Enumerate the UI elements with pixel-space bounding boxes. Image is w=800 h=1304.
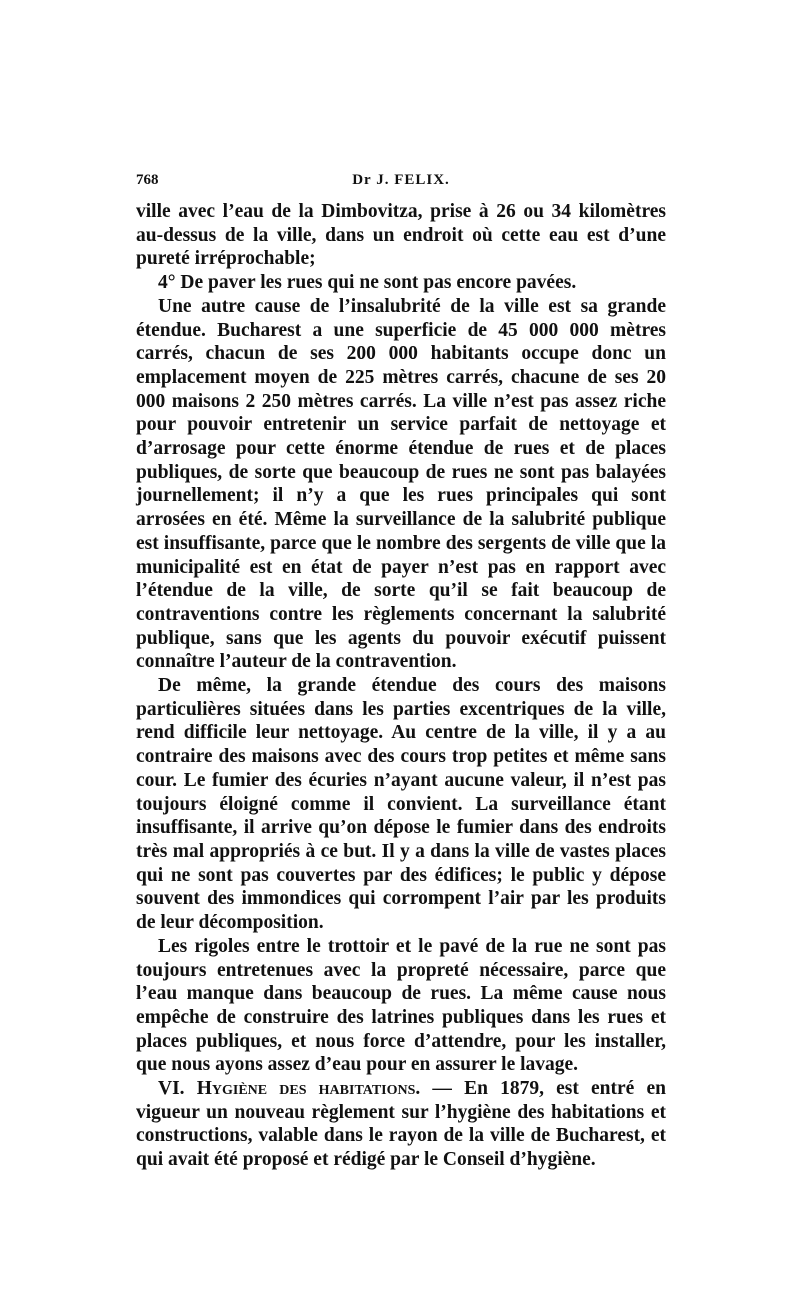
page-header [136,172,666,200]
paragraph-gutters: Les rigoles entre le trottoir et le pavé de la rue ne sont pas toujours entretenues avec la propreté nécessaire, parce que l’eau manque dans beaucoup de rues. La même cause nous empêche de construire des latrines publiques dans les rues et places publiques, et nous force d’attendre, pour les installer, que nous ayons assez d’eau pour en assurer le lavage. [136,935,666,1076]
paragraph-housing-hygiene [136,1077,666,1172]
paragraph-water-supply: ville avec l’eau de la Dimbovitza, prise à 26 ou 34 kilomètres au-dessus de la ville, dans un endroit où cette eau est d’une pureté irréprochable; [136,201,666,270]
paragraph-courtyards: De même, la grande étendue des cours des maisons particulières situées dans les parties excentriques de la ville, rend difficile leur nettoyage. Au centre de la ville, il y a au contraire des maisons avec des cours trop petites et même sans cour. Le fumier des écuries n’ayant aucune valeur, il n’est pas toujours éloigné comme il convient. La surveillance étant insuffisante, il arrive qu’on dépose le fumier dans des endroits très mal appropriés à ce but. Il y a dans la ville de vastes places qui ne sont pas couvertes par des édifices; le public y dépose souvent des immondices qui corrompent l’air par les produits de leur décomposition. [136,675,666,934]
paragraph-paving: 4° De paver les rues qui ne sont pas encore pavées. [158,272,577,294]
page-number: 768 [136,172,159,188]
running-head: Dr J. FELIX. [352,172,450,188]
body-text [136,200,666,1172]
section-heading: VI. Hygiène des habitations. [158,1078,421,1100]
book-page [136,172,666,1172]
section-text: — En 1879, est entré en vigueur un nouveau règlement sur l’hygiène des habitations et constructions, valable dans le rayon de la ville de Bucharest, et qui avait été proposé et rédigé par le Conseil d’hygiène. [136,1078,666,1171]
paragraph-city-extent: Une autre cause de l’insalubrité de la ville est sa grande étendue. Bucharest a une superficie de 45 000 000 mètres carrés, chacun de ses 200 000 habitants occupe donc un emplacement moyen de 225 mètres carrés, chacune de ses 20 000 maisons 2 250 mètres carrés. La ville n’est pas assez riche pour pouvoir entretenir un service parfait de nettoyage et d’arrosage pour cette énorme étendue de rues et de places publiques, de sorte que beaucoup de rues ne sont pas balayées journellement; il n’y a que les rues principales qui sont arrosées en été. Même la surveillance de la salubrité publique est insuffisante, parce que le nombre des sergents de ville que la municipalité est en état de payer n’est pas en rapport avec l’étendue de la ville, de sorte qu’il se fait beaucoup de contraventions contre les règlements concernant la salubrité publique, sans que les agents du pouvoir exécutif puissent connaître l’auteur de la contravention. [136,295,666,673]
